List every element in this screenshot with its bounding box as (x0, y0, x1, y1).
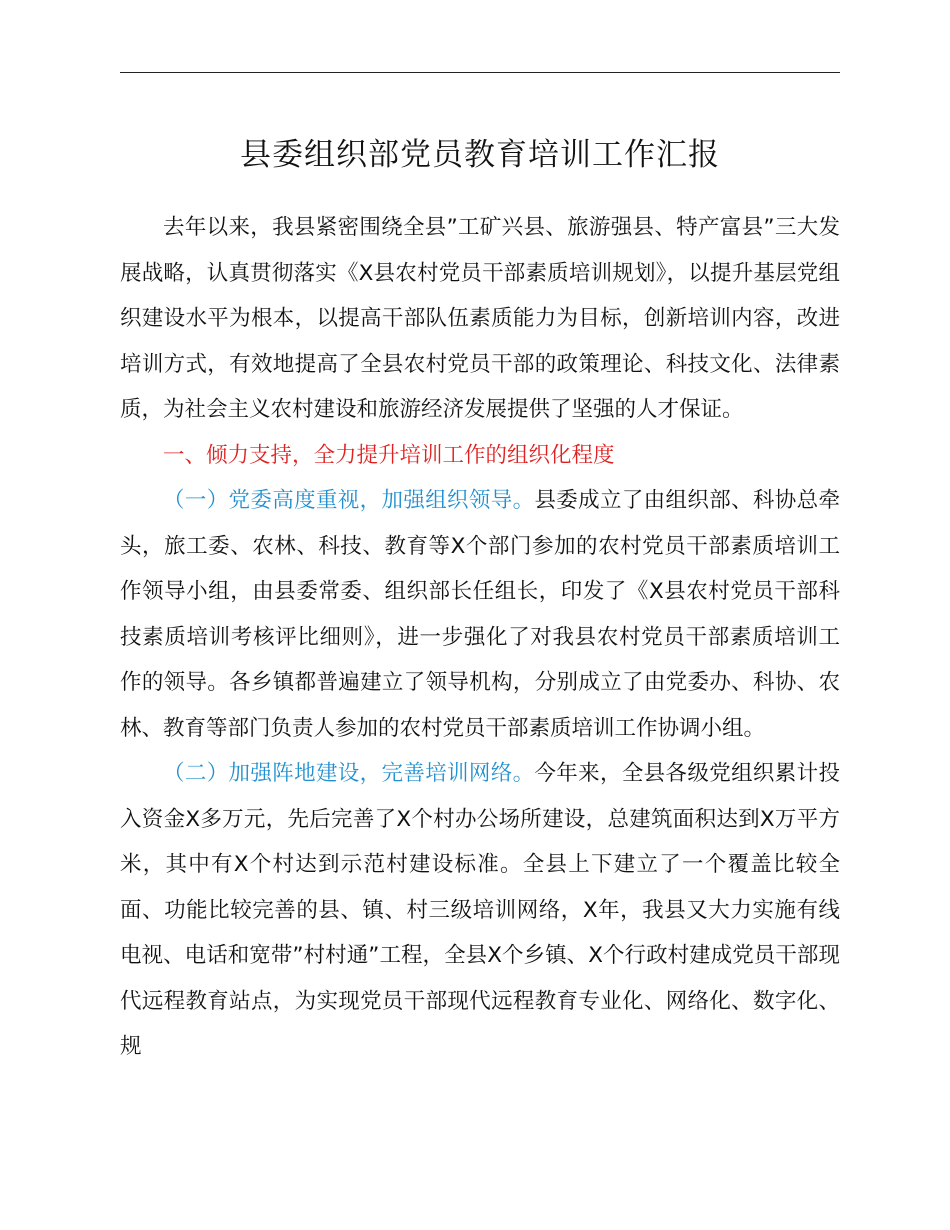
subsection-2-text: 今年来，全县各级党组织累计投入资金X多万元，先后完善了X个村办公场所建设，总建筑面积达到X万平方米，其中有X个村达到示范村建设标准。全县上下建立了一个覆盖比较全面、功能比较完善的县、镇、村三级培训网络，X年，我县又大力实施有线电视、电话和宽带”村村通”工程，全县X个乡镇、X个行政村建成党员干部现代远程教育站点，为实现党员干部现代远程教育专业化、网络化、数字化、规 (120, 761, 840, 1059)
subsection-1-paragraph (120, 478, 840, 751)
subsection-1-heading: （一）党委高度重视，加强组织领导。 (163, 488, 535, 513)
section-heading (120, 433, 840, 479)
subsection-2-heading: （二）加强阵地建设，完善培训网络。 (163, 761, 535, 786)
document-body (120, 205, 840, 1070)
intro-paragraph: 去年以来，我县紧密围绕全县”工矿兴县、旅游强县、特产富县”三大发展战略，认真贯彻落实《X县农村党员干部素质培训规划》，以提升基层党组织建设水平为根本，以提高干部队伍素质能力为目标，创新培训内容，改进培训方式，有效地提高了全县农村党员干部的政策理论、科技文化、法律素质，为社会主义农村建设和旅游经济发展提供了坚强的人才保证。 (120, 215, 840, 422)
header-rule (120, 72, 840, 73)
document-title: 县委组织部党员教育培训工作汇报 (240, 137, 720, 173)
subsection-1-text: 县委成立了由组织部、科协总牵头，旅工委、农林、科技、教育等X个部门参加的农村党员干部素质培训工作领导小组，由县委常委、组织部长任组长，印发了《X县农村党员干部科技素质培训考核评比细则》，进一步强化了对我县农村党员干部素质培训工作的领导。各乡镇都普遍建立了领导机构，分别成立了由党委办、科协、农林、教育等部门负责人参加的农村党员干部素质培训工作协调小组。 (120, 488, 840, 741)
section1-heading-text: 一、倾力支持，全力提升培训工作的组织化程度 (163, 442, 615, 468)
subsection-2-paragraph (120, 751, 840, 1070)
